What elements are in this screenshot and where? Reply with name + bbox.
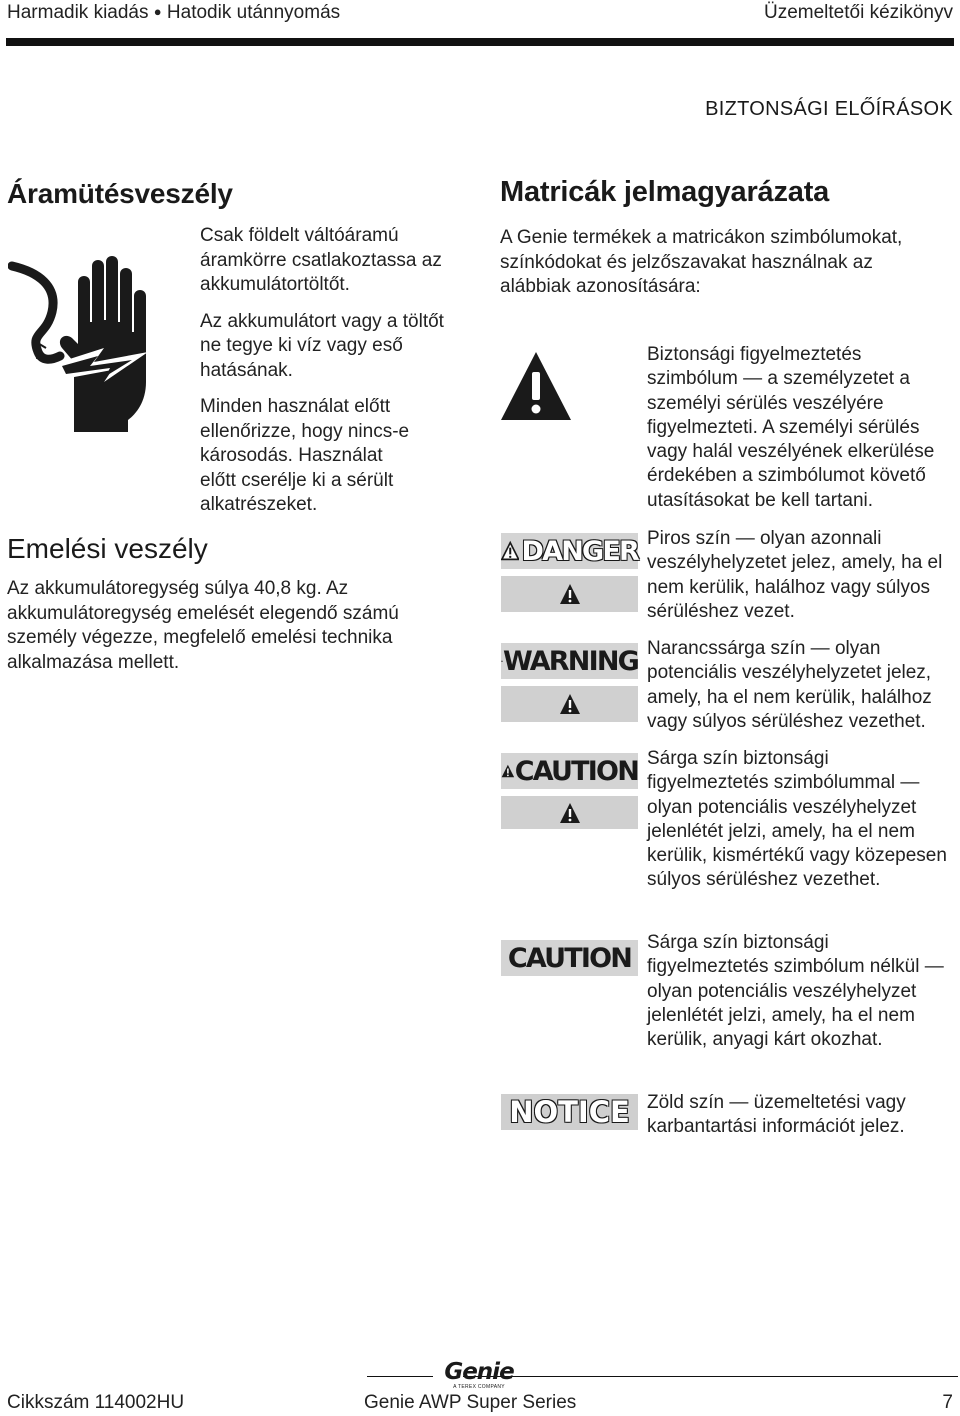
legend-text-safety-alert: Biztonsági figyelmeztetés szimbólum — a személyzetet a személyi sérülés veszélyére figyelmezteti. A személyi sérülés vagy halál veszélyének elkerülése érdekében a szimbólumot követő utasításokat be kell tartani. xyxy=(647,344,935,511)
header-edition: Harmadik kiadás ● Hatodik utánnyomás xyxy=(7,2,341,23)
notice-sign xyxy=(501,1094,638,1130)
caution-sign xyxy=(501,753,638,829)
caution-property-sign xyxy=(501,940,638,976)
caution-sign-symbol-panel xyxy=(501,796,638,829)
footer-rule xyxy=(463,1376,958,1377)
warning-signal-word: WARNING xyxy=(502,645,638,677)
product-series: Genie AWP Super Series xyxy=(364,1392,577,1413)
electrocution-paragraph: Az akkumulátort vagy a töltőt ne tegye ki víz vagy eső hatásának. xyxy=(200,310,444,381)
lifting-heading: Emelési veszély xyxy=(7,533,208,564)
legend-text-caution-symbol: Sárga szín biztonsági figyelmeztetés szimbólummal — olyan potenciális veszélyhelyzet jelenlétét jelzi, amely, ha el nem kerülik, kismértékű vagy közepesen súlyos sérüléshez vezethet. xyxy=(647,748,947,891)
legend-text-notice: Zöld szín — üzemeltetési vagy karbantartási információt jelez. xyxy=(647,1092,906,1138)
notice-sign-header xyxy=(501,1094,638,1130)
caution-property-signal-word: CAUTION xyxy=(507,942,632,974)
electrocution-hazard-hand-icon xyxy=(8,252,166,434)
lifting-text: Az akkumulátoregység súlya 40,8 kg. Az akkumulátoregység emelését elegendő számú személy végezze, megfelelő emelési technika alkalmazása mellett. xyxy=(7,578,399,673)
caution-sign-header xyxy=(501,753,638,789)
bullet: ● xyxy=(153,4,162,19)
section-title: BIZTONSÁGI ELŐÍRÁSOK xyxy=(705,98,953,120)
danger-sign-symbol-panel xyxy=(501,576,638,612)
decals-intro: A Genie termékek a matricákon szimbólumokat, színkódokat és jelzőszavakat használnak az alábbiak azonosítására: xyxy=(500,227,903,297)
footer-rule xyxy=(367,1376,433,1377)
warning-sign-symbol-panel xyxy=(501,686,638,722)
warning-triangle-icon xyxy=(500,350,572,422)
header-manual-title: Üzemeltetői kézikönyv xyxy=(763,2,953,23)
caution-property-sign-header xyxy=(501,940,638,976)
electrocution-heading: Áramütésveszély xyxy=(7,178,233,209)
warning-triangle-icon xyxy=(559,802,581,824)
danger-signal-word: DANGER xyxy=(521,535,638,567)
danger-sign-header xyxy=(501,533,638,569)
danger-sign xyxy=(501,533,638,612)
warning-triangle-icon xyxy=(559,583,581,605)
header-rule xyxy=(6,38,954,46)
electrocution-paragraph: Csak földelt váltóáramú áramkörre csatlakoztassa az akkumulátortöltőt. xyxy=(200,225,442,295)
electrocution-paragraph: Minden használat előtt ellenőrizze, hogy nincs-e károsodás. Használat előtt cserélje ki a sérült alkatrészeket. xyxy=(200,396,410,515)
warning-sign-header xyxy=(501,643,638,679)
electrocution-text xyxy=(200,224,470,530)
legend-text-warning: Narancssárga szín — olyan potenciális veszélyhelyzetet jelez, amely, ha el nem kerülik, halálhoz vagy súlyos sérüléshez vezethet. xyxy=(647,638,932,732)
caution-signal-word: CAUTION xyxy=(514,755,638,787)
decals-heading: Matricák jelmagyarázata xyxy=(500,176,830,208)
warning-triangle-icon xyxy=(501,760,515,782)
legend-text-caution-no-symbol: Sárga szín biztonsági figyelmeztetés szimbólum nélkül — olyan potenciális veszélyhelyzet jelenlétét jelzi, amely, ha el nem kerülik, anyagi kárt okozhat. xyxy=(647,932,944,1051)
page-number: 7 xyxy=(942,1392,953,1413)
legend-text-danger: Piros szín — olyan azonnali veszélyhelyzetet jelez, amely, ha el nem kerülik, halálhoz vagy súlyos sérüléshez vezet. xyxy=(647,528,943,622)
part-number: Cikkszám 114002HU xyxy=(7,1392,185,1413)
warning-triangle-icon xyxy=(501,540,519,562)
warning-triangle-icon xyxy=(559,693,581,715)
genie-logo: Genie A TEREX COMPANY xyxy=(444,1359,514,1390)
warning-sign xyxy=(501,643,638,722)
notice-signal-word: NOTICE xyxy=(509,1095,630,1129)
